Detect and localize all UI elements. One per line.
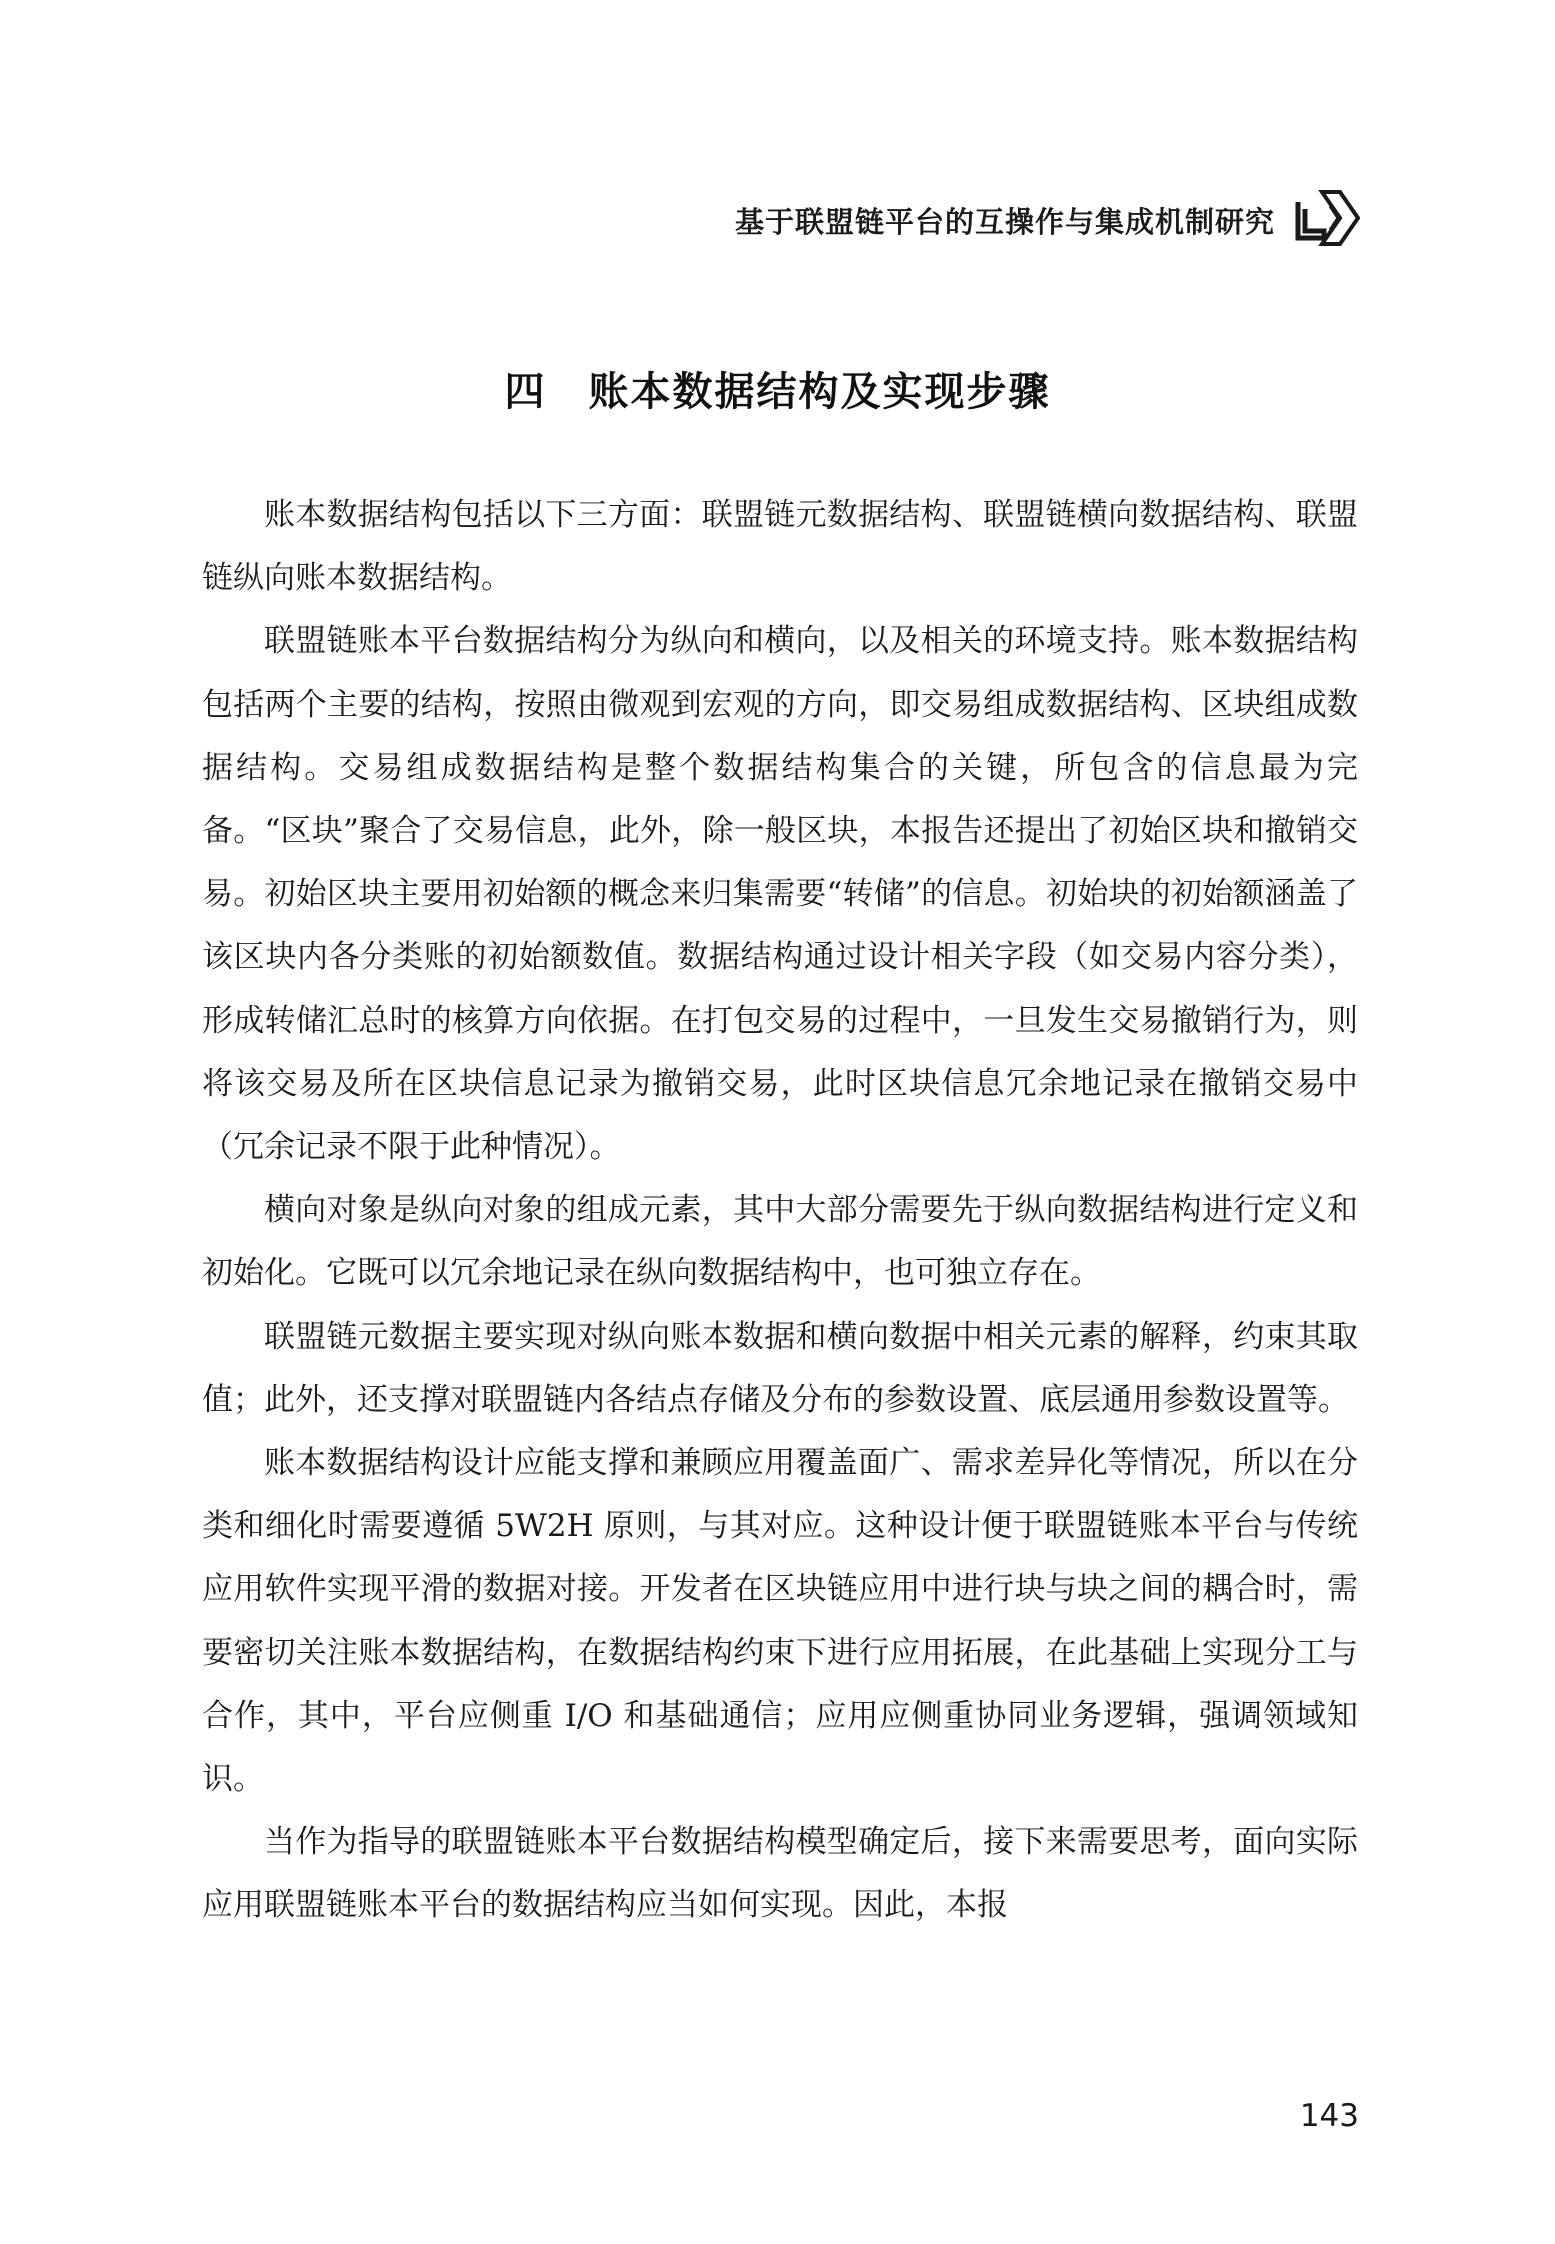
body-text xyxy=(202,484,1358,1938)
chapter-arrow-icon xyxy=(1294,188,1360,248)
paragraph: 联盟链账本平台数据结构分为纵向和横向，以及相关的环境支持。账本数据结构包括两个主要的结构，按照由微观到宏观的方向，即交易组成数据结构、区块组成数据结构。交易组成数据结构是整个数据结构集合的关键，所包含的信息最为完备。“区块”聚合了交易信息，此外，除一般区块，本报告还提出了初始区块和撤销交易。初始区块主要用初始额的概念来归集需要“转储”的信息。初始块的初始额涵盖了该区块内各分类账的初始额数值。数据结构通过设计相关字段（如交易内容分类），形成转储汇总时的核算方向依据。在打包交易的过程中，一旦发生交易撤销行为，则将该交易及所在区块信息记录为撤销交易，此时区块信息冗余地记录在撤销交易中（冗余记录不限于此种情况）。 xyxy=(202,623,1358,1166)
page-number: 143 xyxy=(1299,2098,1359,2134)
paragraph: 联盟链元数据主要实现对纵向账本数据和横向数据中相关元素的解释，约束其取值；此外，还支撑对联盟链内各结点存储及分布的参数设置、底层通用参数设置等。 xyxy=(202,1318,1358,1418)
chapter-title: 四 账本数据结构及实现步骤 xyxy=(504,368,1051,415)
paragraph: 横向对象是纵向对象的组成元素，其中大部分需要先于纵向数据结构进行定义和初始化。它既可以冗余地记录在纵向数据结构中，也可独立存在。 xyxy=(202,1192,1358,1292)
paragraph: 账本数据结构设计应能支撑和兼顾应用覆盖面广、需求差异化等情况，所以在分类和细化时需要遵循 5W2H 原则，与其对应。这种设计便于联盟链账本平台与传统应用软件实现平滑的数据对接。开发者在区块链应用中进行块与块之间的耦合时，需要密切关注账本数据结构，在数据结构约束下进行应用拓展，在此基础上实现分工与合作，其中，平台应侧重 I/O 和基础通信；应用应侧重协同业务逻辑，强调领域知识。 xyxy=(202,1445,1358,1798)
paragraph: 账本数据结构包括以下三方面：联盟链元数据结构、联盟链横向数据结构、联盟链纵向账本数据结构。 xyxy=(202,497,1358,597)
paragraph: 当作为指导的联盟链账本平台数据结构模型确定后，接下来需要思考，面向实际应用联盟链账本平台的数据结构应当如何实现。因此，本报 xyxy=(202,1824,1358,1924)
running-header-title: 基于联盟链平台的互操作与集成机制研究 xyxy=(734,205,1275,239)
